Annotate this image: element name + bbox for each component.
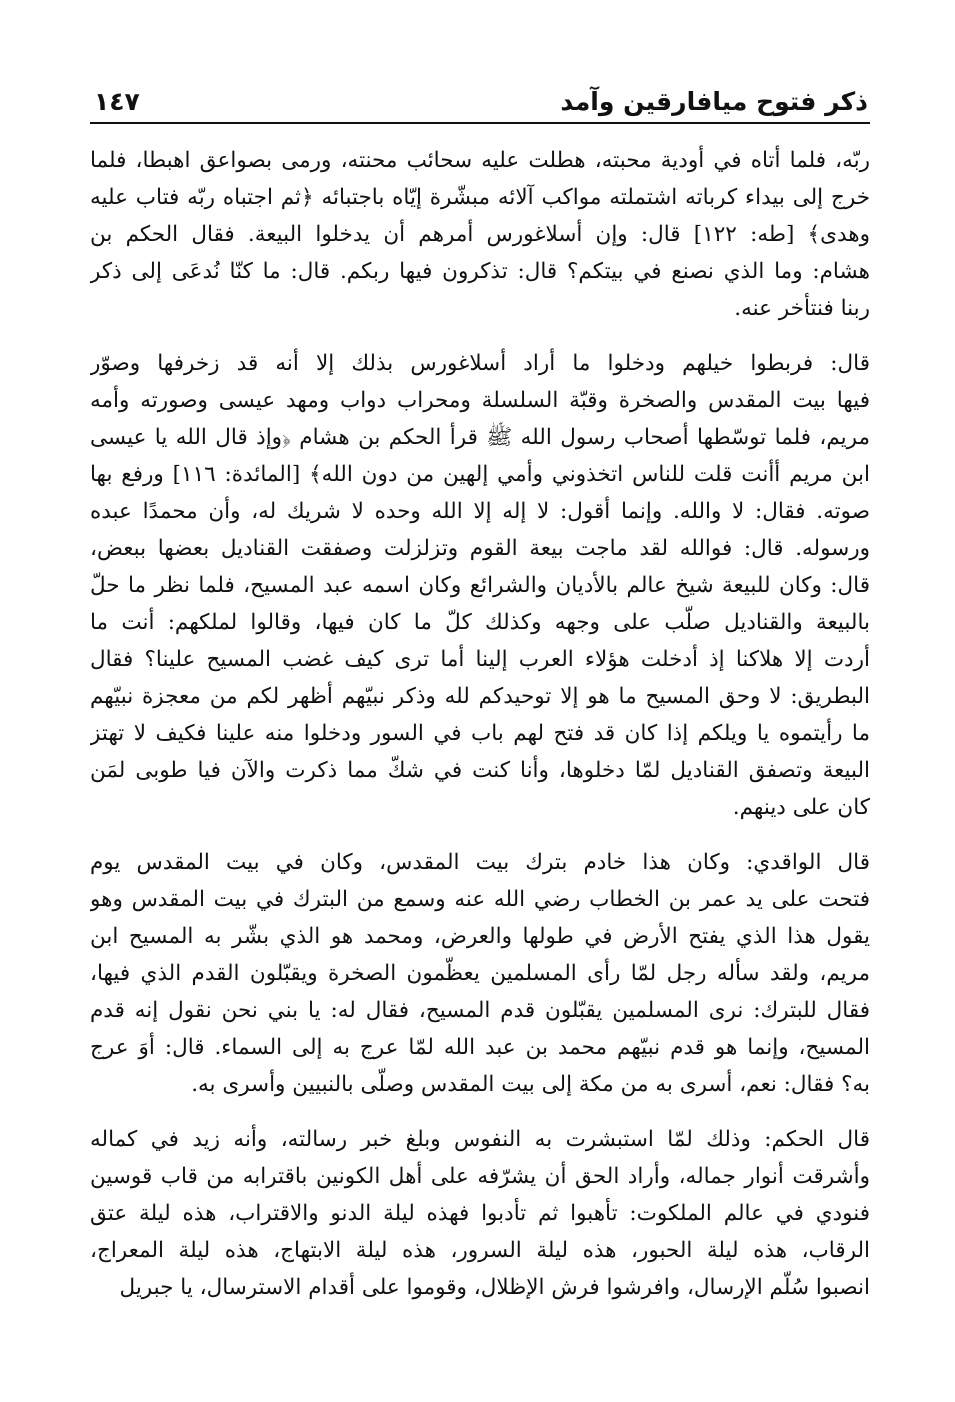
text-line: فنودي في عالم الملكوت: تأهبوا ثم تأدبوا فهذه ليلة الدنو والاقتراب، هذه ليلة عتق bbox=[90, 1201, 870, 1226]
text-line: قال الحكم: وذلك لمّا استبشرت به النفوس وبلغ خبر رسالته، وأنه زيد في كماله bbox=[90, 1127, 870, 1152]
text-line: مريم، فلما توسّطها أصحاب رسول الله ﷺ قرأ الحكم بن هشام ﴿وإذ قال الله يا عيسى bbox=[90, 425, 870, 450]
text-line: فقال للبترك: نرى المسلمين يقبّلون قدم المسيح، فقال له: يا بني نحن نقول إنه قدم bbox=[90, 998, 870, 1023]
paragraph bbox=[90, 1121, 870, 1306]
text-line: أردت إلا هلاكنا إذ أدخلت هؤلاء العرب إلينا أما ترى كيف غضب المسيح علينا؟ فقال bbox=[90, 647, 870, 672]
body-text bbox=[90, 142, 870, 1306]
text-line: صوته. فقال: لا والله. وإنما أقول: لا إله إلا الله وحده لا شريك له، وأن محمدًا عبده bbox=[90, 499, 870, 524]
text-line: الرقاب، هذه ليلة الحبور، هذه ليلة السرور، هذه ليلة الابتهاج، هذه ليلة المعراج، bbox=[90, 1238, 870, 1263]
text-line: البطريق: لا وحق المسيح ما هو إلا توحيدكم لله وذكر نبيّهم أظهر لكم من معجزة نبيّهم bbox=[90, 684, 870, 709]
text-line: مريم، ولقد سأله رجل لمّا رأى المسلمين يعظّمون الصخرة ويقبّلون القدم الذي فيها، bbox=[90, 961, 870, 986]
text-line: البيعة وتصفق القناديل لمّا دخلوها، وأنا كنت في شكّ مما ذكرت والآن فيا طوبى لمَن bbox=[90, 758, 870, 783]
text-line: انصبوا سُلّم الإرسال، وافرشوا فرش الإظلال، وقوموا على أقدام الاسترسال، يا جبريل bbox=[119, 1275, 870, 1300]
text-line: فتحت على يد عمر بن الخطاب رضي الله عنه وسمع من البترك في بيت المقدس وهو bbox=[90, 887, 870, 912]
text-line: وهدى﴾ [طه: ١٢٢] قال: وإن أسلاغورس أمرهم أن يدخلوا البيعة. فقال الحكم بن bbox=[90, 222, 870, 247]
text-line: ما رأيتموه يا ويلكم إذا كان قد فتح لهم باب في السور ودخلوا منه علينا فكيف لا تهتز bbox=[90, 721, 870, 746]
page-number: ١٤٧ bbox=[94, 87, 140, 116]
text-line: قال: وكان للبيعة شيخ عالم بالأديان والشرائع وكان اسمه عبد المسيح، فلما نظر ما حلّ bbox=[90, 573, 870, 598]
text-line: المسيح، وإنما هو قدم نبيّهم محمد بن عبد الله لمّا عرج به إلى السماء. قال: أوَ عرج bbox=[90, 1035, 870, 1060]
text-line: كان على دينهم. bbox=[732, 795, 870, 820]
paragraph bbox=[90, 844, 870, 1103]
text-line: ابن مريم أأنت قلت للناس اتخذوني وأمي إلهين من دون الله﴾ [المائدة: ١١٦] ورفع بها bbox=[90, 462, 870, 487]
text-line: قال الواقدي: وكان هذا خادم بترك بيت المقدس، وكان في بيت المقدس يوم bbox=[90, 850, 870, 875]
page-header bbox=[90, 78, 870, 124]
text-line: وأشرقت أنوار جماله، وأراد الحق أن يشرّفه على أهل الكونين باقترابه من قاب قوسين bbox=[90, 1164, 870, 1189]
text-line: ورسوله. قال: فوالله لقد ماجت بيعة القوم وتزلزلت وصفقت القناديل بعضها ببعض، bbox=[90, 536, 870, 561]
text-line: بالبيعة والقناديل صلّب على وجهه وكذلك كلّ ما كان فيها، وقالوا لملكهم: أنت ما bbox=[90, 610, 870, 635]
text-line: ربنا فنتأخر عنه. bbox=[734, 296, 870, 321]
paragraph bbox=[90, 345, 870, 826]
text-line: يقول هذا الذي يفتح الأرض في طولها والعرض، ومحمد هو الذي بشّر به المسيح ابن bbox=[90, 924, 870, 949]
text-line: خرج إلى بيداء كرباته اشتملته مواكب آلائه مبشّرة إيّاه باجتبائه ﴿ثم اجتباه ربّه فتاب عليه bbox=[90, 185, 870, 210]
text-line: به؟ فقال: نعم، أسرى به من مكة إلى بيت المقدس وصلّى بالنبيين وأسرى به. bbox=[191, 1072, 870, 1097]
text-line: هشام: وما الذي نصنع في بيتكم؟ قال: تذكرون فيها ربكم. قال: ما كنّا نُدعَى إلى ذكر bbox=[90, 259, 870, 284]
paragraph bbox=[90, 142, 870, 327]
text-line: فيها بيت المقدس والصخرة وقبّة السلسلة ومحراب دواب ومهد عيسى وصورته وأمه bbox=[90, 388, 870, 413]
text-line: قال: فربطوا خيلهم ودخلوا ما أراد أسلاغورس بذلك إلا أنه قد زخرفها وصوّر bbox=[90, 351, 870, 376]
text-line: ربّه، فلما أتاه في أودية محبته، هطلت عليه سحائب محنته، ورمى بصواعق اهبطا، فلما bbox=[90, 148, 870, 173]
running-title: ذكر فتوح ميافارقين وآمد bbox=[560, 87, 868, 116]
